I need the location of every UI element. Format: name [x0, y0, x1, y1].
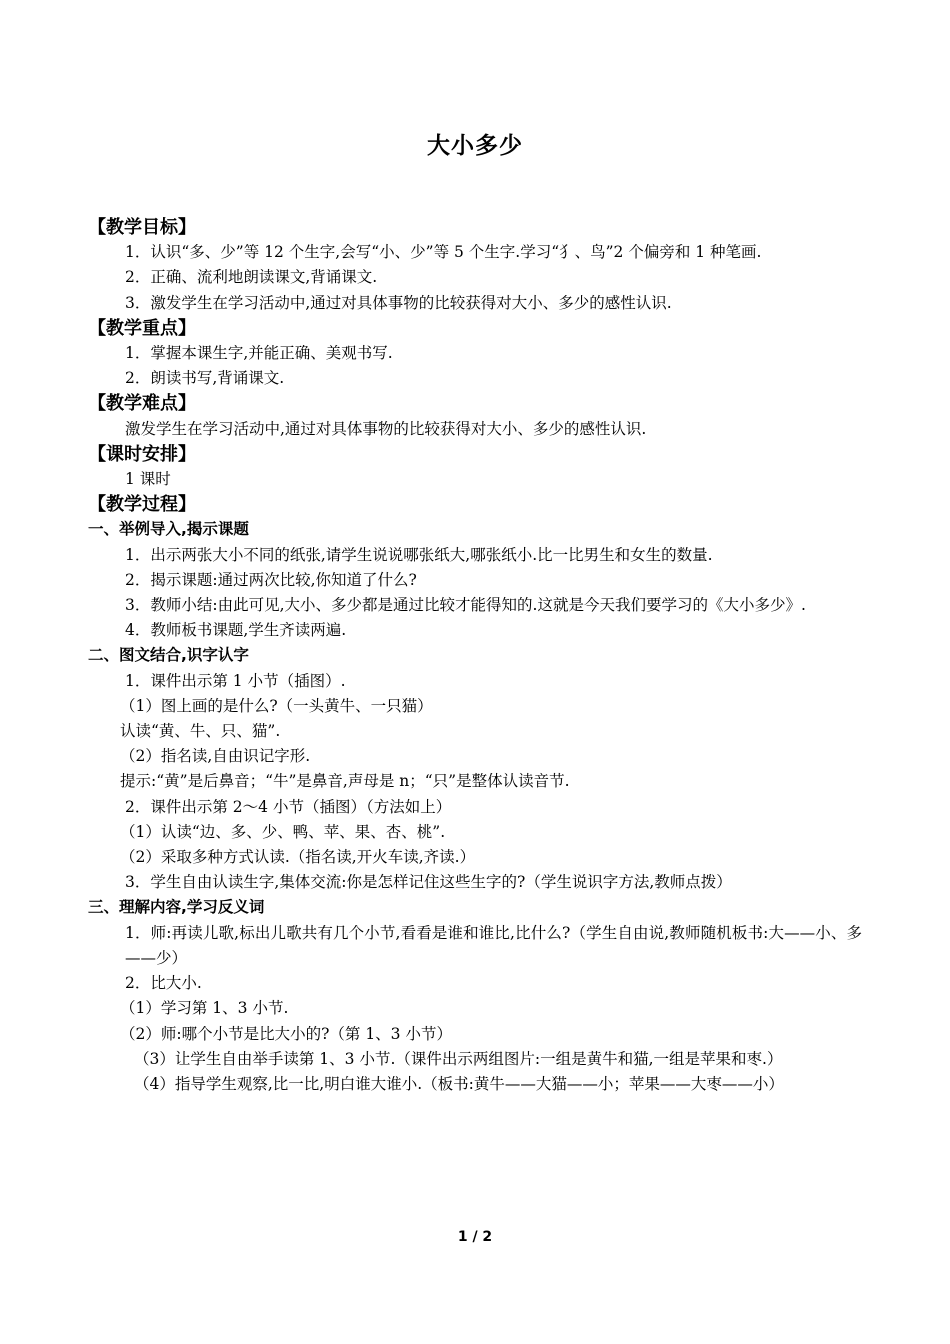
difficulty-item-1: 激发学生在学习活动中,通过对具体事物的比较获得对大小、多少的感性认识.	[125, 419, 647, 438]
process-part-1-item-1: 1．出示两张大小不同的纸张,请学生说说哪张纸大,哪张纸小.比一比男生和女生的数量.	[125, 545, 713, 564]
section-heading-process: 【教学过程】	[88, 494, 196, 516]
process-part-2-heading: 二、图文结合,识字认字	[88, 646, 249, 665]
process-part-3-item-6: （4）指导学生观察,比一比,明白谁大谁小.（板书:黄牛——大猫——小；苹果——大枣——小）	[134, 1074, 784, 1093]
page-number: 1 / 2	[457, 1229, 493, 1245]
key-point-item-2: 2．朗读书写,背诵课文.	[125, 369, 285, 388]
process-part-1-heading: 一、举例导入,揭示课题	[88, 520, 249, 539]
process-part-1-item-4: 4．教师板书课题,学生齐读两遍.	[125, 621, 347, 640]
goal-item-3: 3．激发学生在学习活动中,通过对具体事物的比较获得对大小、多少的感性认识.	[125, 293, 672, 312]
process-part-2-item-6: 2．课件出示第 2～4 小节（插图）（方法如上）	[125, 797, 452, 816]
process-part-3-item-2: 2．比大小.	[125, 974, 202, 993]
process-part-2-item-3: 认读“黄、牛、只、猫”.	[120, 722, 281, 741]
section-heading-key-points: 【教学重点】	[88, 317, 196, 339]
process-part-2-item-5: 提示:“黄”是后鼻音；“牛”是鼻音,声母是 n；“只”是整体认读音节.	[120, 772, 570, 791]
process-part-3-item-5: （3）让学生自由举手读第 1、3 小节.（课件出示两组图片:一组是黄牛和猫,一组是苹果和枣.）	[134, 1049, 783, 1068]
process-part-3-item-3: （1）学习第 1、3 小节.	[120, 999, 289, 1018]
process-part-2-item-9: 3．学生自由认读生字,集体交流:你是怎样记住这些生字的?（学生说识字方法,教师点拨）	[125, 873, 732, 892]
document-body	[88, 215, 862, 1097]
goal-item-1: 1．认识“多、少”等 12 个生字,会写“小、少”等 5 个生字.学习“犭、鸟”2 个偏旁和 1 种笔画.	[125, 243, 762, 262]
section-heading-schedule: 【课时安排】	[88, 443, 196, 465]
process-part-2-item-4: （2）指名读,自由识记字形.	[120, 747, 311, 766]
process-part-3-heading: 三、理解内容,学习反义词	[88, 898, 265, 917]
document-title: 大小多少	[427, 133, 523, 159]
section-heading-goals: 【教学目标】	[88, 217, 196, 238]
goal-item-2: 2．正确、流利地朗读课文,背诵课文.	[125, 268, 378, 287]
process-part-1-item-2: 2．揭示课题:通过两次比较,你知道了什么?	[125, 570, 417, 589]
schedule-item-1: 1 课时	[125, 470, 171, 489]
key-point-item-1: 1．掌握本课生字,并能正确、美观书写.	[125, 344, 393, 363]
process-part-2-item-1: 1．课件出示第 1 小节（插图）.	[125, 671, 346, 690]
process-part-3-item-1: 1．师:再读儿歌,标出儿歌共有几个小节,看看是谁和谁比,比什么?（学生自由说,教师随机板书:大——小、多——少）	[125, 923, 862, 967]
process-part-3-item-4: （2）师:哪个小节是比大小的?（第 1、3 小节）	[120, 1024, 452, 1043]
process-part-2-item-8: （2）采取多种方式认读.（指名读,开火车读,齐读.）	[120, 848, 476, 867]
process-part-1-item-3: 3．教师小结:由此可见,大小、多少都是通过比较才能得知的.这就是今天我们要学习的《大小多少》.	[125, 596, 806, 615]
section-heading-difficulties: 【教学难点】	[88, 393, 196, 415]
process-part-2-item-2: （1）图上画的是什么?（一头黄牛、一只猫）	[120, 696, 433, 715]
process-part-2-item-7: （1）认读“边、多、少、鸭、苹、果、杏、桃”.	[120, 822, 446, 841]
